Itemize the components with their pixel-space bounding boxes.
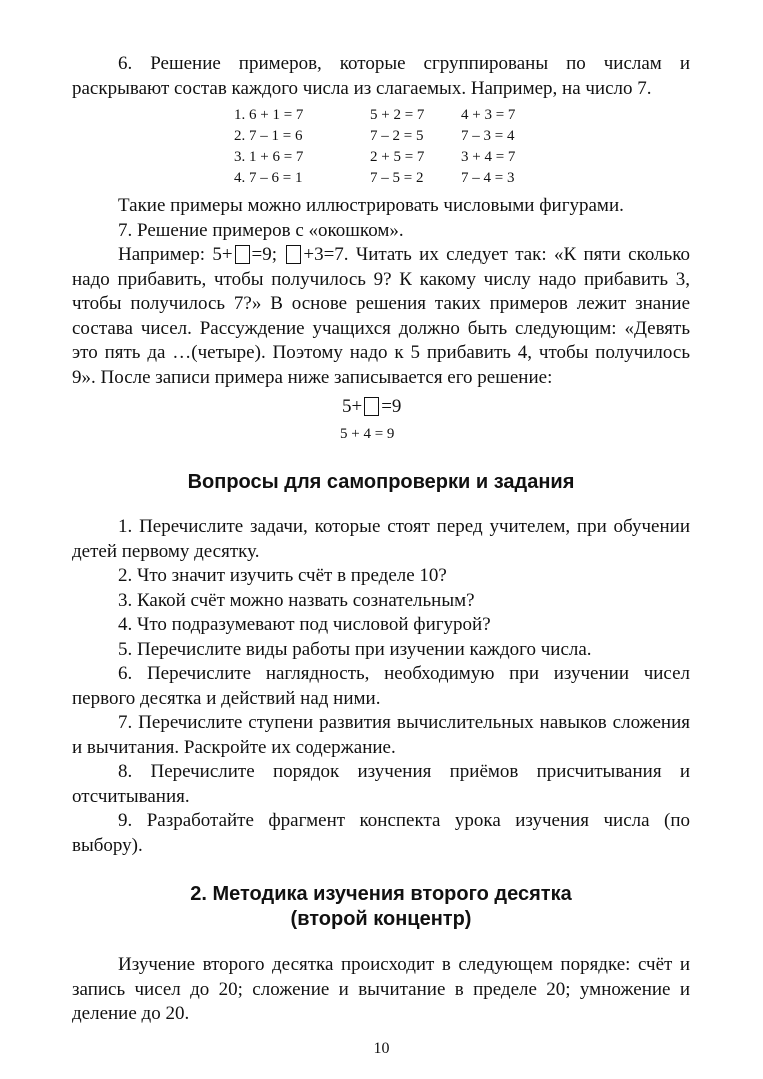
question-item: 2. Что значит изучить счёт в пределе 10?	[118, 565, 447, 586]
paragraph-window-examples	[72, 243, 690, 390]
page-body	[72, 52, 690, 1027]
examples-row	[234, 168, 690, 189]
section-heading-line1: 2. Методика изучения второго десятка	[190, 883, 572, 905]
inline-formula-1	[212, 244, 277, 265]
examples-table	[234, 105, 690, 189]
paragraph-item-7: 7. Решение примеров с «окошком».	[118, 219, 404, 241]
inline-formula-2	[284, 244, 348, 265]
question-item: 1. Перечислите задачи, которые стоят перед учителем, при обучении детей первому десятку.	[72, 516, 690, 562]
question-item: 7. Перечислите ступени развития вычислительных навыков сложения и вычитания. Раскройте их содержание.	[72, 712, 690, 758]
examples-row	[234, 105, 690, 126]
page-number: 10	[373, 1040, 390, 1057]
example-lead: Например:	[118, 244, 205, 265]
section-heading-line2: (второй концентр)	[290, 908, 472, 930]
question-item: 4. Что подразумевают под числовой фигурой?	[118, 614, 491, 635]
question-item: 5. Перечислите виды работы при изучении каждого числа.	[118, 638, 592, 660]
example-cell: 7 – 3 = 4	[461, 128, 515, 144]
paragraph-illustrate: Такие примеры можно иллюстрировать числовыми фигурами.	[118, 195, 624, 216]
paragraph-item-6: 6. Решение примеров, которые сгруппированы по числам и раскрывают состав каждого числа из слагаемых. Например, на число 7.	[72, 53, 690, 99]
question-item: 3. Какой счёт можно назвать сознательным?	[118, 589, 475, 611]
formula-part: 5+	[342, 396, 363, 417]
question-item: 8. Перечислите порядок изучения приёмов присчитывания и отсчитывания.	[72, 761, 690, 807]
example-cell: 5 + 2 = 7	[370, 107, 425, 123]
solution-text: 5 + 4 = 9	[340, 426, 395, 442]
examples-row	[234, 147, 690, 168]
example-cell: 7 – 5 = 2	[370, 170, 424, 186]
formula-part: 5+	[212, 244, 233, 265]
formula-solution	[72, 422, 690, 444]
formula-part: +3=7.	[303, 244, 349, 265]
centered-formula	[72, 392, 690, 422]
question-item: 6. Перечислите наглядность, необходимую при изучении чисел первого десятка и действий над ними.	[72, 663, 690, 709]
example-cell: 4. 7 – 6 = 1	[234, 170, 303, 186]
formula-part: =9	[381, 396, 402, 417]
paragraph-text: Читать их следует так: «К пяти сколько надо прибавить, чтобы получилось 9? К какому числу надо прибавить 3, чтобы получилось 7?» В основе решения таких примеров лежит знание состава чисел. Рассуждение учащихся должно быть следующим: «Девять это пять да …(четыре). Поэтому надо к 5 прибавить 4, чтобы получилось 9». После записи примера ниже записывается его решение:	[72, 244, 691, 388]
example-cell: 2. 7 – 1 = 6	[234, 128, 303, 144]
example-cell: 2 + 5 = 7	[370, 149, 425, 165]
section-paragraph: Изучение второго десятка происходит в следующем порядке: счёт и запись чисел до 20; сложение и вычитание в пределе 20; умножение и деление до 20.	[72, 954, 690, 1024]
example-cell: 4 + 3 = 7	[461, 107, 516, 123]
example-cell: 1. 6 + 1 = 7	[234, 107, 304, 123]
example-cell: 7 – 2 = 5	[370, 128, 424, 144]
empty-window-box	[235, 245, 250, 264]
formula-part: =9;	[251, 244, 278, 265]
example-cell: 3 + 4 = 7	[461, 149, 516, 165]
questions-list	[72, 515, 690, 858]
empty-window-box	[364, 397, 379, 416]
examples-row	[234, 126, 690, 147]
example-cell: 7 – 4 = 3	[461, 170, 515, 186]
questions-heading: Вопросы для самопроверки и задания	[187, 471, 575, 493]
empty-window-box	[286, 245, 301, 264]
example-cell: 3. 1 + 6 = 7	[234, 149, 304, 165]
section-heading	[72, 882, 690, 932]
question-item: 9. Разработайте фрагмент конспекта урока изучения числа (по выбору).	[72, 810, 690, 856]
